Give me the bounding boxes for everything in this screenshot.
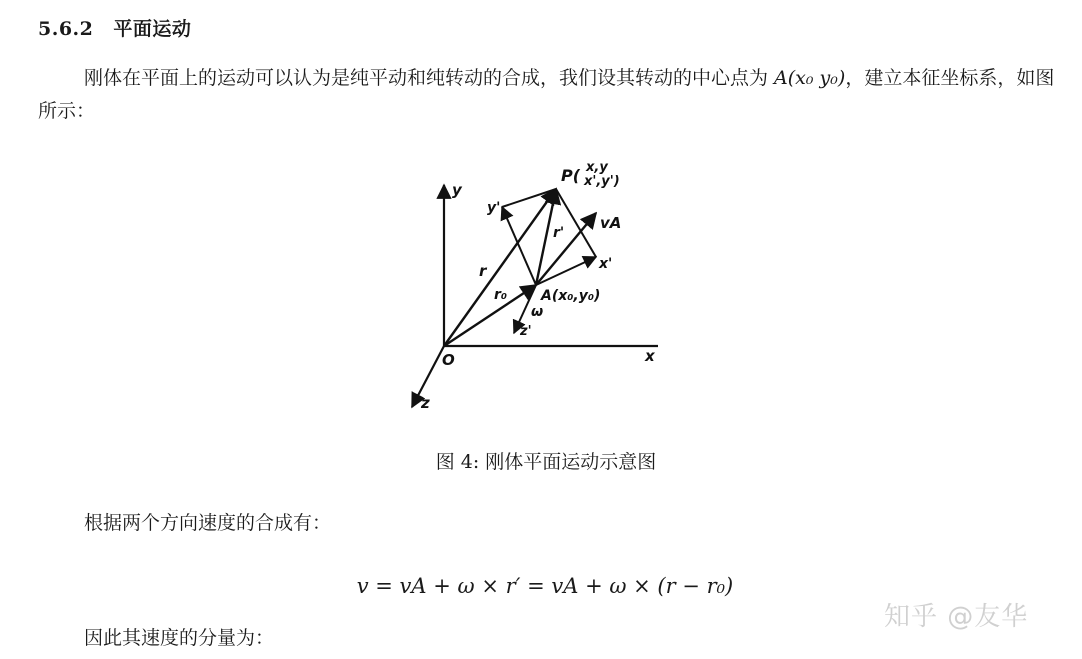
velocity-composition-text: 根据两个方向速度的合成有： bbox=[84, 512, 332, 534]
section-title: 平面运动 bbox=[113, 18, 192, 40]
diagram-svg bbox=[400, 155, 670, 420]
rect-edge-right bbox=[556, 189, 596, 257]
va-vector bbox=[536, 213, 596, 285]
label-p-top: x,y bbox=[586, 160, 608, 175]
paragraph-math: A(x₀ y₀) bbox=[774, 67, 846, 89]
rect-edge-top bbox=[502, 189, 556, 207]
watermark: 知乎 @友华 bbox=[884, 602, 1029, 632]
paragraph-text-after: ，建立本征坐标系，如图所示： bbox=[38, 67, 1055, 122]
label-r-prime: r' bbox=[553, 225, 565, 241]
label-va: vA bbox=[600, 214, 622, 232]
figure-caption: 图 4: 刚体平面运动示意图 bbox=[435, 451, 657, 473]
label-point-p: P( bbox=[561, 166, 581, 185]
label-x: x bbox=[645, 347, 655, 365]
label-y-prime: y' bbox=[487, 200, 501, 216]
label-point-a: A(x₀,y₀) bbox=[541, 288, 601, 304]
label-origin: O bbox=[442, 351, 455, 369]
label-p-bottom: x',y') bbox=[584, 174, 620, 189]
label-r: r bbox=[479, 262, 487, 280]
label-y: y bbox=[452, 181, 462, 199]
velocity-components-text: 因此其速度的分量为： bbox=[84, 627, 275, 649]
rigid-body-diagram bbox=[400, 155, 670, 420]
label-omega: ω bbox=[531, 304, 544, 320]
x-prime-axis bbox=[536, 257, 596, 285]
section-heading bbox=[38, 14, 191, 41]
section-number: 5.6.2 bbox=[38, 18, 94, 40]
label-r0: r₀ bbox=[494, 287, 508, 303]
label-z: z bbox=[421, 394, 430, 412]
intro-paragraph bbox=[38, 62, 1058, 128]
label-x-prime: x' bbox=[599, 256, 613, 272]
paragraph-text-before: 刚体在平面上的运动可以认为是纯平动和纯转动的合成，我们设其转动的中心点为 bbox=[84, 67, 775, 89]
label-z-prime: z' bbox=[520, 324, 532, 339]
velocity-equation: v = vA + ω × r′ = vA + ω × (r − r₀) bbox=[356, 574, 734, 598]
